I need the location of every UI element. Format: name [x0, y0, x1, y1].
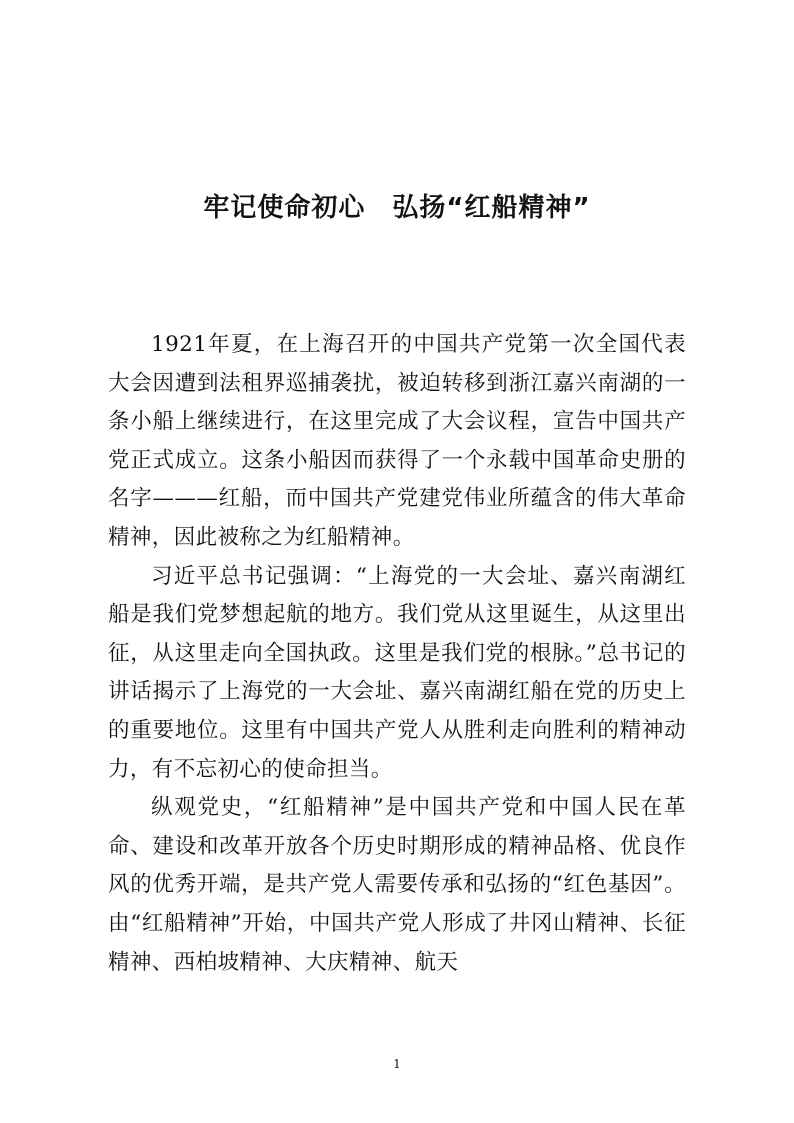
document-body [108, 326, 686, 982]
page-number: 1 [393, 1057, 401, 1071]
paragraph: 纵观党史，“红船精神”是中国共产党和中国人民在革命、建设和改革开放各个历史时期形成的精神品格、优良作风的优秀开端，是共产党人需要传承和弘扬的“红色基因”。由“红船精神”开始，中国共产党人形成了井冈山精神、长征精神、西柏坡精神、大庆精神、航天 [108, 795, 686, 975]
paragraph: 1921年夏，在上海召开的中国共产党第一次全国代表大会因遭到法租界巡捕袭扰，被迫转移到浙江嘉兴南湖的一条小船上继续进行，在这里完成了大会议程，宣告中国共产党正式成立。这条小船因而获得了一个永载中国革命史册的名字———红船，而中国共产党建党伟业所蕴含的伟大革命精神，因此被称之为红船精神。 [108, 332, 686, 550]
document-title: 牢记使命初心 弘扬“红船精神” [203, 193, 591, 223]
paragraph: 习近平总书记强调：“上海党的一大会址、嘉兴南湖红船是我们党梦想起航的地方。我们党从这里诞生，从这里出征，从这里走向全国执政。这里是我们党的根脉。”总书记的讲话揭示了上海党的一大会址、嘉兴南湖红船在党的历史上的重要地位。这里有中国共产党人从胜利走向胜利的精神动力，有不忘初心的使命担当。 [108, 563, 686, 782]
